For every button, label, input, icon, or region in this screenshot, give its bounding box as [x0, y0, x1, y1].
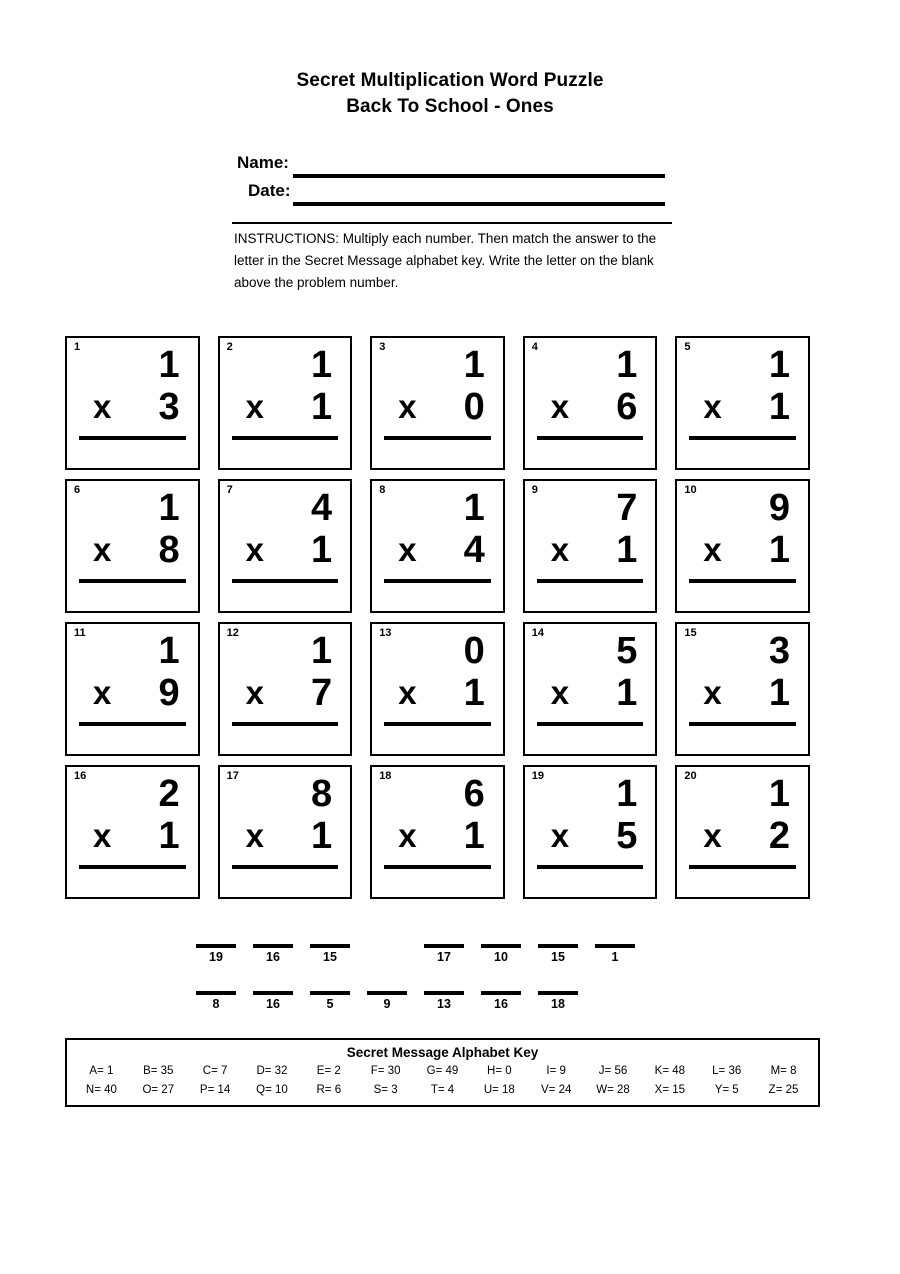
answer-rule	[232, 865, 339, 869]
date-row	[230, 180, 675, 208]
problem-box[interactable]	[65, 336, 200, 470]
problem-number: 15	[684, 627, 697, 639]
alphabet-key-entry: P= 14	[199, 1084, 231, 1096]
secret-message-blank[interactable]	[367, 991, 407, 1013]
problem-multiplier: 1	[463, 672, 485, 714]
alphabet-key-entry: A= 1	[89, 1065, 114, 1077]
problem-number: 9	[531, 484, 538, 496]
problem-multiplicand: 5	[616, 630, 638, 672]
problem-number: 13	[379, 627, 392, 639]
problem-multiplicand: 1	[158, 344, 180, 386]
name-label: Name:	[237, 153, 289, 172]
secret-message-blank[interactable]	[253, 991, 293, 1013]
alphabet-key-entry: I= 9	[546, 1065, 566, 1077]
alphabet-key-row-2	[67, 1081, 818, 1100]
problem-multiplicand: 1	[463, 344, 485, 386]
blank-problem-ref: 16	[494, 997, 508, 1011]
problem-multiplier: 1	[463, 815, 485, 857]
alphabet-key-entry: H= 0	[487, 1065, 512, 1077]
multiply-operator-icon: x	[703, 388, 722, 425]
secret-message-row	[196, 991, 676, 1013]
problem-multiplier: 1	[768, 386, 790, 428]
problem-number: 3	[379, 341, 386, 353]
alphabet-key-entry: W= 28	[596, 1084, 630, 1096]
answer-rule	[79, 722, 186, 726]
secret-message-blank[interactable]	[481, 944, 521, 966]
multiply-operator-icon: x	[550, 531, 570, 568]
multiply-operator-icon: x	[550, 817, 570, 854]
secret-message-blank[interactable]	[196, 944, 236, 966]
answer-rule	[689, 865, 796, 869]
problem-multiplicand: 8	[311, 773, 333, 815]
alphabet-key-entry: E= 2	[316, 1065, 341, 1077]
problem-number: 14	[531, 627, 545, 639]
multiply-operator-icon: x	[703, 674, 722, 711]
blank-problem-ref: 13	[437, 997, 451, 1011]
multiply-operator-icon: x	[93, 388, 112, 425]
answer-rule	[689, 722, 796, 726]
alphabet-key-entry: R= 6	[316, 1084, 342, 1096]
problem-box[interactable]	[675, 622, 810, 756]
multiply-operator-icon: x	[398, 817, 417, 854]
problem-multiplicand: 1	[768, 344, 790, 386]
multiply-operator-icon: x	[550, 674, 570, 711]
problem-multiplicand: 6	[463, 773, 485, 815]
problem-row	[65, 479, 810, 613]
problem-multiplier: 7	[311, 672, 333, 714]
problem-multiplier: 1	[616, 672, 638, 714]
problem-multiplicand: 2	[158, 773, 180, 815]
answer-rule	[537, 865, 644, 869]
secret-message-answer-area	[196, 944, 676, 1038]
answer-rule	[384, 722, 491, 726]
problem-multiplier: 2	[768, 815, 790, 857]
problem-box[interactable]	[218, 479, 353, 613]
alphabet-key-entry: Y= 5	[714, 1084, 739, 1096]
problem-box[interactable]	[218, 765, 353, 899]
multiply-operator-icon: x	[245, 388, 264, 425]
problem-multiplier: 4	[463, 529, 485, 571]
problem-multiplier: 1	[311, 815, 333, 857]
problem-multiplier: 0	[463, 386, 485, 428]
alphabet-key-entry: C= 7	[202, 1065, 228, 1077]
answer-rule	[232, 579, 339, 583]
answer-rule	[232, 722, 339, 726]
alphabet-key-entry: J= 56	[598, 1065, 628, 1077]
problem-row	[65, 622, 810, 756]
problem-multiplicand: 1	[311, 344, 333, 386]
problem-box[interactable]	[65, 622, 200, 756]
multiply-operator-icon: x	[93, 531, 112, 568]
blank-problem-ref: 15	[323, 950, 337, 964]
multiply-operator-icon: x	[398, 388, 417, 425]
student-info-block	[230, 152, 675, 208]
date-input-line[interactable]	[293, 202, 665, 206]
problem-number: 12	[226, 627, 239, 639]
problem-box[interactable]	[65, 479, 200, 613]
problem-number: 10	[684, 484, 697, 496]
alphabet-key-entry: M= 8	[770, 1065, 797, 1077]
problem-multiplicand: 0	[463, 630, 485, 672]
date-label: Date:	[248, 181, 291, 200]
problem-box[interactable]	[675, 765, 810, 899]
multiply-operator-icon: x	[245, 674, 264, 711]
problem-multiplicand: 1	[311, 630, 333, 672]
problem-box[interactable]	[370, 479, 505, 613]
problem-multiplicand: 1	[158, 630, 180, 672]
answer-rule	[537, 579, 644, 583]
multiply-operator-icon: x	[398, 531, 417, 568]
instructions-divider	[232, 222, 672, 224]
name-input-line[interactable]	[293, 174, 665, 178]
alphabet-key-entry: V= 24	[540, 1084, 572, 1096]
answer-rule	[232, 436, 339, 440]
problem-multiplicand: 1	[616, 344, 638, 386]
blank-problem-ref: 8	[212, 997, 220, 1011]
secret-message-blank[interactable]	[424, 944, 464, 966]
blank-problem-ref: 19	[209, 950, 223, 964]
multiply-operator-icon: x	[93, 817, 112, 854]
secret-message-row	[196, 944, 676, 966]
problem-box[interactable]	[370, 336, 505, 470]
blank-problem-ref: 15	[551, 950, 565, 964]
problem-box[interactable]	[218, 622, 353, 756]
problem-multiplicand: 1	[158, 487, 180, 529]
problem-number: 11	[74, 627, 86, 639]
problem-number: 19	[531, 770, 545, 782]
blank-problem-ref: 17	[437, 950, 451, 964]
problem-number: 1	[74, 341, 81, 353]
title-line-1: Secret Multiplication Word Puzzle	[296, 70, 604, 91]
problem-multiplier: 8	[158, 529, 180, 571]
blank-problem-ref: 5	[326, 997, 334, 1011]
multiply-operator-icon: x	[703, 817, 722, 854]
blank-problem-ref	[367, 948, 407, 949]
problem-box[interactable]	[523, 336, 658, 470]
problem-multiplicand: 1	[616, 773, 638, 815]
alphabet-key-entry: D= 32	[256, 1065, 288, 1077]
answer-rule	[384, 579, 491, 583]
problem-row	[65, 765, 810, 899]
alphabet-key-entry: Z= 25	[768, 1084, 799, 1096]
answer-rule	[79, 579, 186, 583]
problem-number: 6	[74, 484, 81, 496]
answer-rule	[689, 436, 796, 440]
problem-multiplier: 1	[311, 386, 333, 428]
secret-message-blank[interactable]	[253, 944, 293, 966]
secret-message-blank[interactable]	[424, 991, 464, 1013]
instructions-text: INSTRUCTIONS: Multiply each number. Then match the answer to the letter in the Secret Message alphabet key. Write the letter on the blank above the problem number.	[234, 231, 657, 290]
problem-number: 8	[379, 484, 386, 496]
secret-message-blank[interactable]	[538, 991, 578, 1013]
secret-message-blank[interactable]	[310, 944, 350, 966]
secret-message-blank[interactable]	[595, 944, 635, 966]
secret-message-blank[interactable]	[196, 991, 236, 1013]
alphabet-key-entry: N= 40	[85, 1084, 117, 1096]
problem-box[interactable]	[218, 336, 353, 470]
page-title	[0, 68, 900, 120]
answer-rule	[79, 436, 186, 440]
alphabet-key-entry: X= 15	[654, 1084, 686, 1096]
alphabet-key-entry: S= 3	[373, 1084, 398, 1096]
secret-message-blank[interactable]	[481, 991, 521, 1013]
answer-rule	[79, 865, 186, 869]
blank-problem-ref: 9	[383, 997, 391, 1011]
blank-problem-ref: 16	[266, 997, 280, 1011]
alphabet-key-entry: U= 18	[483, 1084, 515, 1096]
problem-multiplicand: 3	[768, 630, 790, 672]
alphabet-key-entry: G= 49	[426, 1065, 459, 1077]
alphabet-key-entry: L= 36	[712, 1065, 742, 1077]
problem-box[interactable]	[523, 765, 658, 899]
problem-box[interactable]	[65, 765, 200, 899]
problem-number: 4	[531, 341, 538, 353]
secret-message-blank[interactable]	[538, 944, 578, 966]
problem-multiplier: 3	[158, 386, 180, 428]
alphabet-key-row-1	[67, 1062, 818, 1081]
secret-message-blank[interactable]	[310, 991, 350, 1013]
multiply-operator-icon: x	[245, 531, 264, 568]
problem-multiplicand: 1	[768, 773, 790, 815]
multiply-operator-icon: x	[245, 817, 264, 854]
problem-number: 7	[226, 484, 233, 496]
multiply-operator-icon: x	[703, 531, 722, 568]
problem-multiplicand: 7	[616, 487, 638, 529]
answer-rule	[537, 436, 644, 440]
alphabet-key-entry: Q= 10	[256, 1084, 288, 1096]
alphabet-key-entry: O= 27	[142, 1084, 175, 1096]
secret-message-word-space	[367, 944, 407, 966]
answer-rule	[537, 722, 644, 726]
alphabet-key-entry: B= 35	[143, 1065, 174, 1077]
problem-row	[65, 336, 810, 470]
blank-problem-ref: 1	[611, 950, 619, 964]
problem-number: 16	[74, 770, 87, 782]
problem-multiplier: 5	[616, 815, 638, 857]
multiply-operator-icon: x	[93, 674, 112, 711]
problem-box[interactable]	[370, 622, 505, 756]
name-row	[230, 152, 675, 180]
problem-box[interactable]	[675, 479, 810, 613]
problem-multiplicand: 9	[768, 487, 790, 529]
problem-multiplier: 1	[311, 529, 333, 571]
problem-number: 20	[684, 770, 697, 782]
problem-box[interactable]	[675, 336, 810, 470]
answer-rule	[384, 436, 491, 440]
alphabet-key-title: Secret Message Alphabet Key	[346, 1045, 539, 1060]
blank-problem-ref: 16	[266, 950, 280, 964]
problem-number: 18	[379, 770, 392, 782]
problem-multiplier: 1	[616, 529, 638, 571]
title-line-2: Back To School - Ones	[346, 96, 554, 117]
blank-problem-ref: 18	[551, 997, 565, 1011]
problem-multiplier: 9	[158, 672, 180, 714]
alphabet-key-entry: F= 30	[370, 1065, 401, 1077]
problem-multiplier: 1	[768, 672, 790, 714]
alphabet-key-entry: K= 48	[654, 1065, 686, 1077]
multiply-operator-icon: x	[550, 388, 570, 425]
problem-number: 5	[684, 341, 691, 353]
alphabet-key-entry: T= 4	[430, 1084, 455, 1096]
answer-rule	[384, 865, 491, 869]
multiply-operator-icon: x	[398, 674, 417, 711]
problem-multiplier: 6	[616, 386, 638, 428]
problem-box[interactable]	[370, 765, 505, 899]
blank-problem-ref: 10	[494, 950, 508, 964]
problem-multiplicand: 1	[463, 487, 485, 529]
problem-multiplier: 1	[768, 529, 790, 571]
problem-number: 17	[226, 770, 239, 782]
problem-multiplier: 1	[158, 815, 180, 857]
problem-box[interactable]	[523, 479, 658, 613]
problem-number: 2	[226, 341, 233, 353]
problem-box[interactable]	[523, 622, 658, 756]
alphabet-key-panel	[65, 1038, 820, 1107]
problem-multiplicand: 4	[311, 487, 333, 529]
problem-grid	[65, 336, 810, 908]
answer-rule	[689, 579, 796, 583]
